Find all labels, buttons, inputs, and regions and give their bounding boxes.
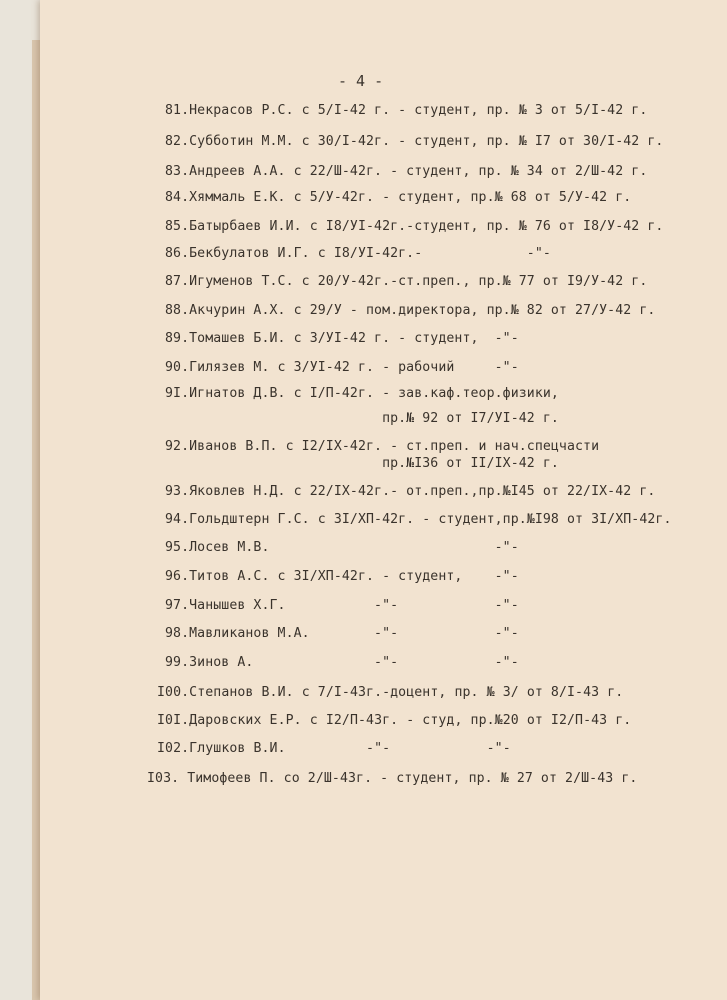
list-item: 96.Титов А.С. с 3I/XП-42г. - студент, -"- [165,569,519,584]
list-item: 95.Лосев М.В. -"- [165,540,519,555]
list-item: 86.Бекбулатов И.Г. с I8/УI-42г.- -"- [165,246,551,261]
list-item: 94.Гольдштерн Г.С. с 3I/XП-42г. - студент,пр.№I98 от 3I/XП-42г. [165,512,672,527]
list-item: 92.Иванов В.П. с I2/IX-42г. - ст.преп. и нач.спецчасти [165,439,600,454]
list-item: 88.Акчурин А.Х. с 29/У - пом.директора, пр.№ 82 от 27/У-42 г. [165,303,656,318]
list-item: 9I.Игнатов Д.В. с I/П-42г. - зав.каф.теор.физики, [165,386,559,401]
list-item: I0I.Даровских Е.Р. с I2/П-43г. - студ, пр.№20 от I2/П-43 г. [157,713,632,728]
list-item: 87.Игуменов Т.С. с 20/У-42г.-ст.преп., пр.№ 77 от I9/У-42 г. [165,274,648,289]
page-number: - 4 - [338,72,384,90]
list-item: 90.Гилязев М. с 3/УI-42 г. - рабочий -"- [165,360,519,375]
list-item: 84.Хяммаль Е.К. с 5/У-42г. - студент, пр.№ 68 от 5/У-42 г. [165,190,632,205]
list-item: 83.Андреев А.А. с 22/Ш-42г. - студент, пр. № 34 от 2/Ш-42 г. [165,164,648,179]
list-item: 93.Яковлев Н.Д. с 22/IX-42г.- от.преп.,пр.№I45 от 22/IX-42 г. [165,484,656,499]
list-item-continuation: пр.№I36 от II/IX-42 г. [165,456,559,471]
list-item-continuation: пр.№ 92 от I7/УI-42 г. [165,411,559,426]
list-item: I02.Глушков В.И. -"- -"- [157,741,511,756]
list-item: I03. Тимофеев П. со 2/Ш-43г. - студент, пр. № 27 от 2/Ш-43 г. [147,771,638,786]
list-item: 82.Субботин М.М. с 30/I-42г. - студент, пр. № I7 от 30/I-42 г. [165,134,664,149]
document-page [40,0,727,1000]
list-item: 99.Зинов А. -"- -"- [165,655,519,670]
list-item: 89.Томашев Б.И. с 3/УI-42 г. - студент, -"- [165,331,519,346]
list-item: I00.Степанов В.И. с 7/I-43г.-доцент, пр. № 3/ от 8/I-43 г. [157,685,624,700]
list-item: 85.Батырбаев И.И. с I8/УI-42г.-студент, пр. № 76 от I8/У-42 г. [165,219,664,234]
list-item: 81.Некрасов Р.С. с 5/I-42 г. - студент, пр. № 3 от 5/I-42 г. [165,103,648,118]
list-item: 98.Мавликанов М.А. -"- -"- [165,626,519,641]
list-item: 97.Чанышев Х.Г. -"- -"- [165,598,519,613]
